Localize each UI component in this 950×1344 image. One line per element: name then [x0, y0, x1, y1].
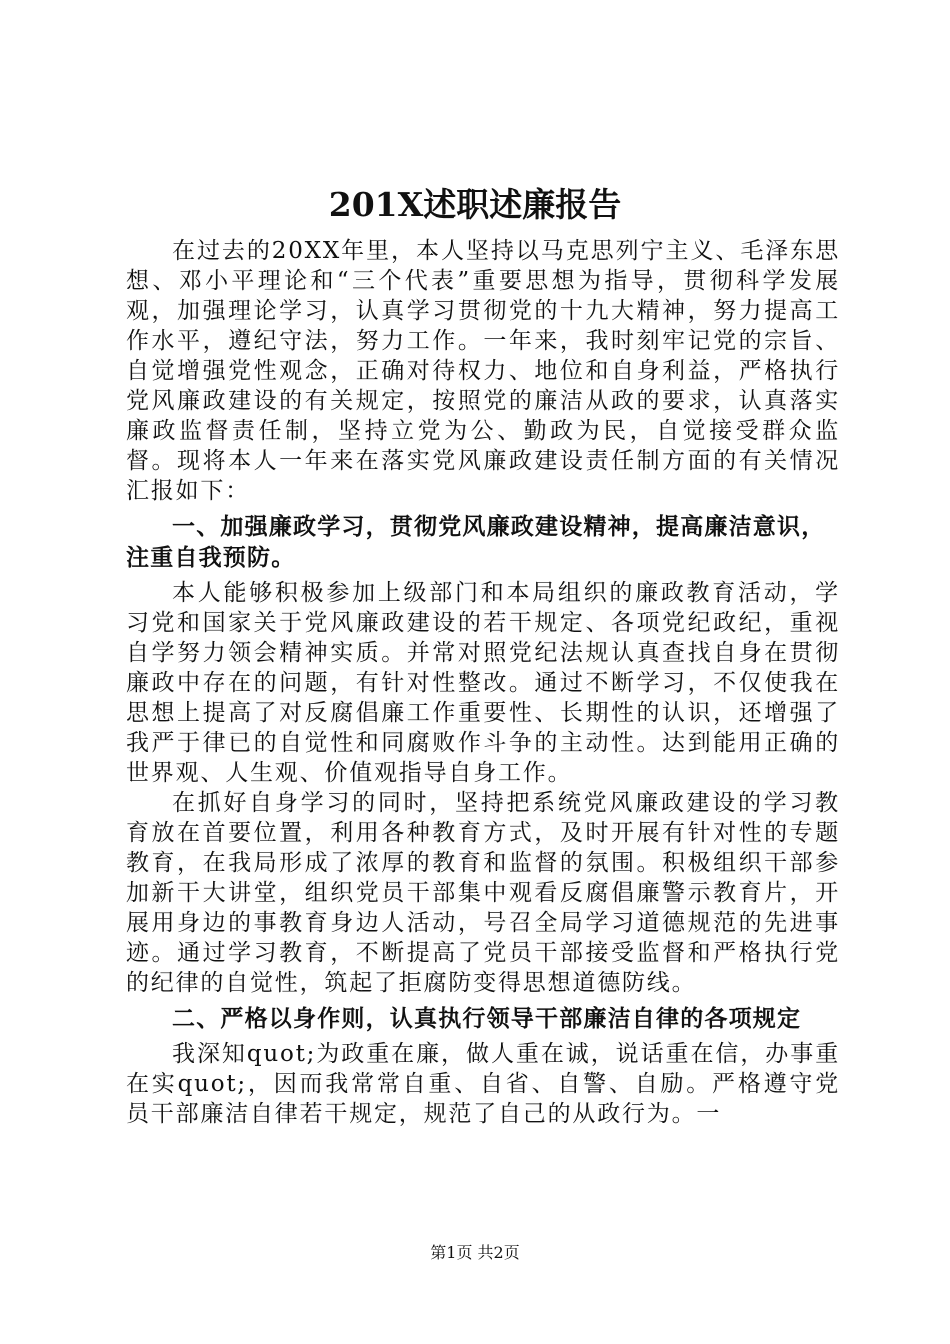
section-heading: 一、加强廉政学习，贯彻党风廉政建设精神，提高廉洁意识，注重自我预防。 [126, 514, 826, 571]
document-title: 201X述职述廉报告 [328, 185, 622, 224]
page-footer: 第1页 共2页 [430, 1243, 520, 1262]
document-body [126, 236, 840, 1129]
body-paragraph: 我深知quot;为政重在廉，做人重在诚，说话重在信，办事重在实quot;，因而我常常自重、自省、自警、自励。严格遵守党员干部廉洁自律若干规定，规范了自己的从政行为。一 [126, 1041, 840, 1127]
body-paragraph: 在过去的20XX年里，本人坚持以马克思列宁主义、毛泽东思想、邓小平理论和“三个代表”重要思想为指导，贯彻科学发展观，加强理论学习，认真学习贯彻党的十九大精神，努力提高工作水平，遵纪守法，努力工作。一年来，我时刻牢记党的宗旨、自觉增强党性观念，正确对待权力、地位和自身利益，严格执行党风廉政建设的有关规定，按照党的廉洁从政的要求，认真落实廉政监督责任制，坚持立党为公、勤政为民，自觉接受群众监督。现将本人一年来在落实党风廉政建设责任制方面的有关情况汇报如下： [126, 238, 840, 504]
section-heading: 二、严格以身作则，认真执行领导干部廉洁自律的各项规定 [172, 1006, 802, 1032]
body-paragraph: 本人能够积极参加上级部门和本局组织的廉政教育活动，学习党和国家关于党风廉政建设的若干规定、各项党纪政纪，重视自学努力领会精神实质。并常对照党纪法规认真查找自身在贯彻廉政中存在的问题，有针对性整改。通过不断学习，不仅使我在思想上提高了对反腐倡廉工作重要性、长期性的认识，还增强了我严于律已的自觉性和同腐败作斗争的主动性。达到能用正确的世界观、人生观、价值观指导自身工作。 [126, 580, 840, 786]
body-paragraph: 在抓好自身学习的同时，坚持把系统党风廉政建设的学习教育放在首要位置，利用各种教育方式，及时开展有针对性的专题教育，在我局形成了浓厚的教育和监督的氛围。积极组织干部参加新干大讲堂，组织党员干部集中观看反腐倡廉警示教育片，开展用身边的事教育身边人活动，号召全局学习道德规范的先进事迹。通过学习教育，不断提高了党员干部接受监督和严格执行党的纪律的自觉性，筑起了拒腐防变得思想道德防线。 [126, 790, 840, 996]
